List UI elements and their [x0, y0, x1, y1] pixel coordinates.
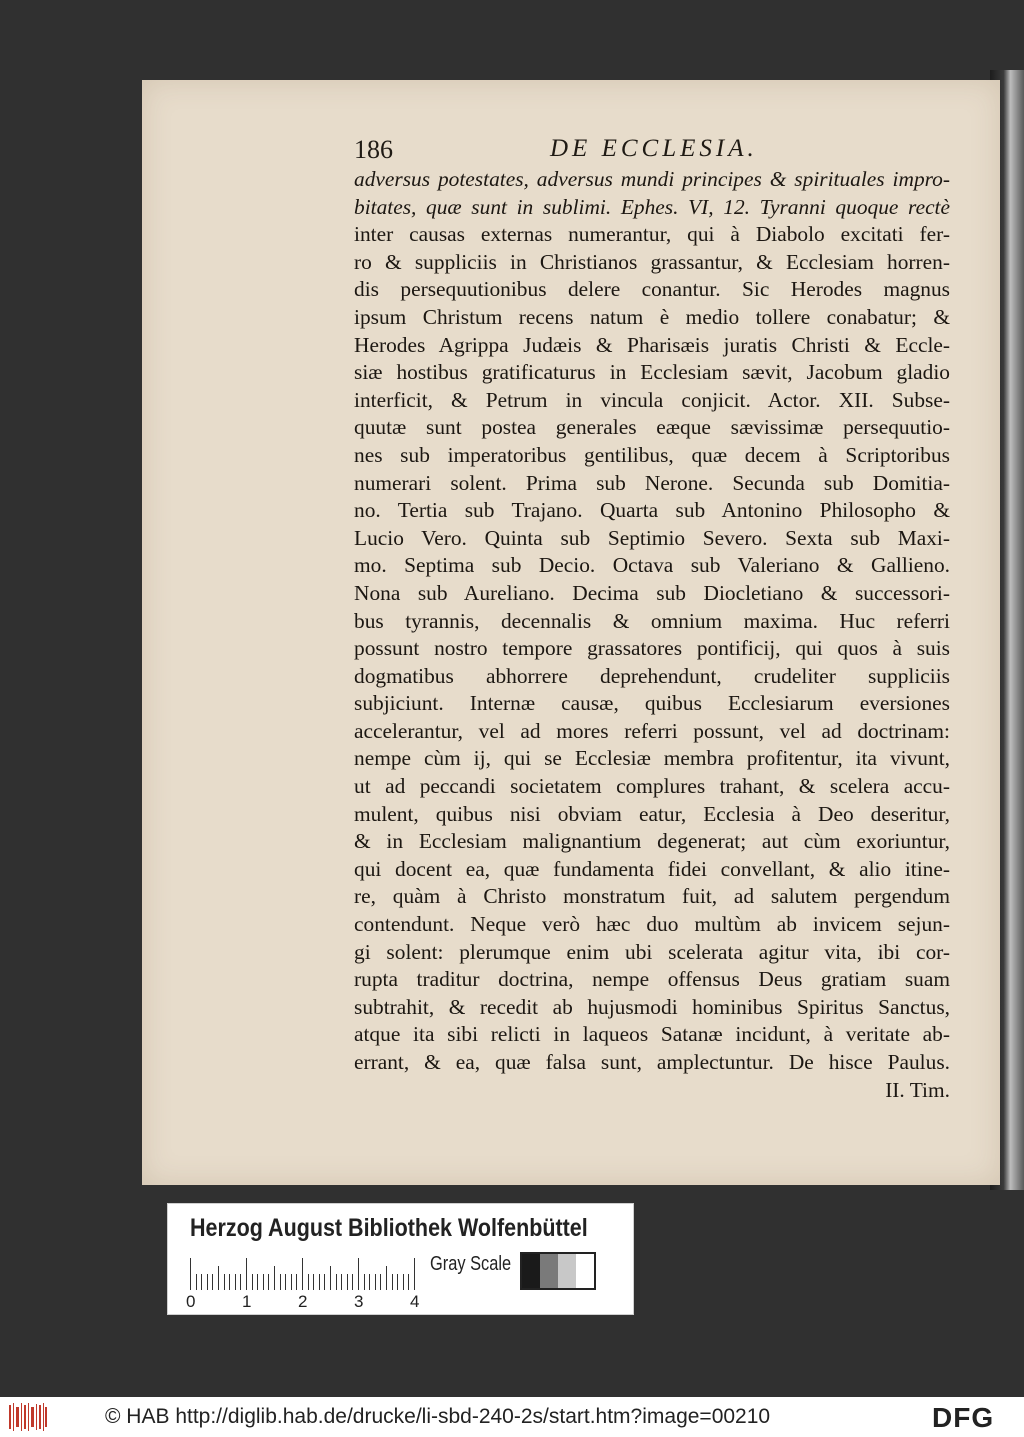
text-line: mulent, quibus nisi obviam eatur, Ecclesia à Deo deseritur,	[354, 801, 950, 826]
text-line: Nona sub Aureliano. Decima sub Diocletiano & successori-	[354, 580, 950, 605]
text-line: bus tyrannis, decennalis & omnium maxima. Huc referri	[354, 608, 950, 633]
text-line: II. Tim.	[885, 1077, 950, 1102]
text-line: numerari solent. Prima sub Nerone. Secunda sub Domitia-	[354, 470, 950, 495]
ruler-tick	[212, 1274, 213, 1290]
ruler-tick	[229, 1274, 230, 1290]
text-line: accelerantur, vel ad mores referri possunt, vel ad doctrinam:	[354, 718, 950, 743]
text-line: nes sub imperatoribus gentilibus, quæ decem à Scriptoribus	[354, 442, 950, 467]
ruler-number: 0	[186, 1292, 196, 1311]
text-line: dogmatibus abhorrere deprehendunt, crudeliter suppliciis	[354, 663, 950, 688]
gray-swatch	[540, 1254, 558, 1288]
ruler-tick	[246, 1258, 247, 1290]
ruler-tick	[336, 1274, 337, 1290]
text-line: adversus potestates, adversus mundi principes & spirituales impro-	[354, 167, 950, 191]
library-label-card	[167, 1203, 634, 1315]
ruler-tick	[296, 1274, 297, 1290]
text-line: Lucio Vero. Quinta sub Septimio Severo. Sexta sub Maxi-	[354, 525, 950, 550]
ruler-tick	[319, 1274, 320, 1290]
ruler-number: 2	[298, 1292, 308, 1311]
page-number: 186	[354, 135, 393, 164]
text-line: rupta traditur doctrina, nempe offensus Deus gratiam suam	[354, 967, 950, 992]
text-line: ro & suppliciis in Christianos grassantur, & Ecclesiam horren-	[354, 249, 950, 274]
text-line: gi solent: plerumque enim ubi scelerata agitur vita, ibi cor-	[354, 939, 950, 964]
ruler-tick	[414, 1258, 415, 1290]
text-line: ut ad peccandi societatem complures trahant, & scelera accu-	[354, 774, 950, 799]
ruler-tick	[392, 1274, 393, 1290]
ruler-tick	[352, 1274, 353, 1290]
ruler-tick	[218, 1266, 219, 1290]
text-line: & in Ecclesiam malignantium degenerat; aut cùm exoriuntur,	[354, 829, 950, 854]
barcode-icon	[8, 1401, 48, 1433]
copyright-link[interactable]: © HAB http://diglib.hab.de/drucke/li-sbd-240-2s/start.htm?image=00210	[105, 1405, 771, 1428]
ruler-tick	[364, 1274, 365, 1290]
gray-swatch	[558, 1254, 576, 1288]
text-line: qui docent ea, quæ fundamenta fidei convellant, & alio itine-	[354, 856, 950, 881]
ruler-tick	[324, 1274, 325, 1290]
ruler-tick	[386, 1266, 387, 1290]
ruler-number: 3	[354, 1292, 364, 1311]
ruler-tick	[207, 1274, 208, 1290]
text-line: nempe cùm ij, qui se Ecclesiæ membra profitentur, ita vivunt,	[354, 746, 950, 771]
body-text	[354, 166, 950, 1104]
ruler-number: 4	[410, 1292, 420, 1311]
text-line: siæ hostibus gratificaturus in Ecclesiam sævit, Jacobum gladio	[354, 360, 950, 385]
ruler-tick	[257, 1274, 258, 1290]
ruler-tick	[369, 1274, 370, 1290]
text-line: Herodes Agrippa Judæis & Pharisæis juratis Christi & Eccle-	[354, 332, 950, 357]
text-line: interficit, & Petrum in vincula conjicit. Actor. XII. Subse-	[354, 387, 950, 412]
ruler-tick	[268, 1274, 269, 1290]
text-line: possunt nostro tempore grassatores pontificij, qui quos à suis	[354, 636, 950, 661]
ruler-tick	[252, 1274, 253, 1290]
ruler-tick	[280, 1274, 281, 1290]
ruler-tick	[313, 1274, 314, 1290]
text-line: quutæ sunt postea generales eæque sævissimæ persequutio-	[354, 415, 950, 440]
text-line: subjiciunt. Internæ causæ, quibus Ecclesiarum eversiones	[354, 691, 950, 716]
gray-scale-label: Gray Scale	[430, 1253, 512, 1275]
ruler-numbers	[186, 1292, 426, 1312]
ruler-tick	[274, 1266, 275, 1290]
text-line: bitates, quæ sunt in sublimi. Ephes. VI, 12. Tyranni quoque rectè	[354, 194, 950, 219]
text-line: ipsum Christum recens natum è medio tollere conabatur; &	[354, 304, 950, 329]
text-line: mo. Septima sub Decio. Octava sub Valeriano & Gallieno.	[354, 553, 950, 578]
ruler-tick	[235, 1274, 236, 1290]
ruler-tick	[285, 1274, 286, 1290]
ruler-tick	[190, 1258, 191, 1290]
ruler-tick	[201, 1274, 202, 1290]
ruler-tick	[302, 1258, 303, 1290]
gray-swatch	[522, 1254, 540, 1288]
ruler-tick	[408, 1274, 409, 1290]
ruler-tick	[291, 1274, 292, 1290]
text-line: atque ita sibi relicti in laqueos Satanæ incidunt, à veritate ab-	[354, 1022, 950, 1047]
ruler-tick	[403, 1274, 404, 1290]
viewer-footer	[0, 1397, 1024, 1437]
ruler-tick	[347, 1274, 348, 1290]
library-name: Herzog August Bibliothek Wolfenbüttel	[190, 1214, 588, 1242]
ruler-tick	[240, 1274, 241, 1290]
text-line: inter causas externas numerantur, qui à Diabolo excitati fer-	[354, 222, 950, 247]
text-line: subtrahit, & recedit ab hujusmodi hominibus Spiritus Sanctus,	[354, 994, 950, 1019]
text-line: dis persequutionibus delere conantur. Sic Herodes magnus	[354, 277, 950, 302]
text-line: errant, & ea, quæ falsa sunt, amplectuntur. De hisce Paulus.	[354, 1050, 950, 1074]
ruler-tick	[330, 1266, 331, 1290]
ruler-tick	[196, 1274, 197, 1290]
ruler-tick	[380, 1274, 381, 1290]
ruler-tick	[263, 1274, 264, 1290]
text-line: re, quàm à Christo monstratum fuit, ad salutem pergendum	[354, 884, 950, 909]
ruler-tick	[397, 1274, 398, 1290]
measurement-ruler	[190, 1258, 422, 1290]
gray-swatch	[576, 1254, 594, 1288]
text-line: contendunt. Neque verò hæc duo multùm ab invicem sejun-	[354, 912, 950, 937]
ruler-number: 1	[242, 1292, 252, 1311]
ruler-tick	[341, 1274, 342, 1290]
ruler-tick	[375, 1274, 376, 1290]
running-title: DE ECCLESIA.	[550, 135, 758, 162]
gray-scale-swatches	[520, 1252, 596, 1290]
text-line: no. Tertia sub Trajano. Quarta sub Antonino Philosopho &	[354, 498, 950, 523]
book-page	[142, 80, 1000, 1185]
ruler-tick	[358, 1258, 359, 1290]
ruler-tick	[224, 1274, 225, 1290]
dfg-logo: DFG	[932, 1402, 995, 1433]
ruler-tick	[308, 1274, 309, 1290]
